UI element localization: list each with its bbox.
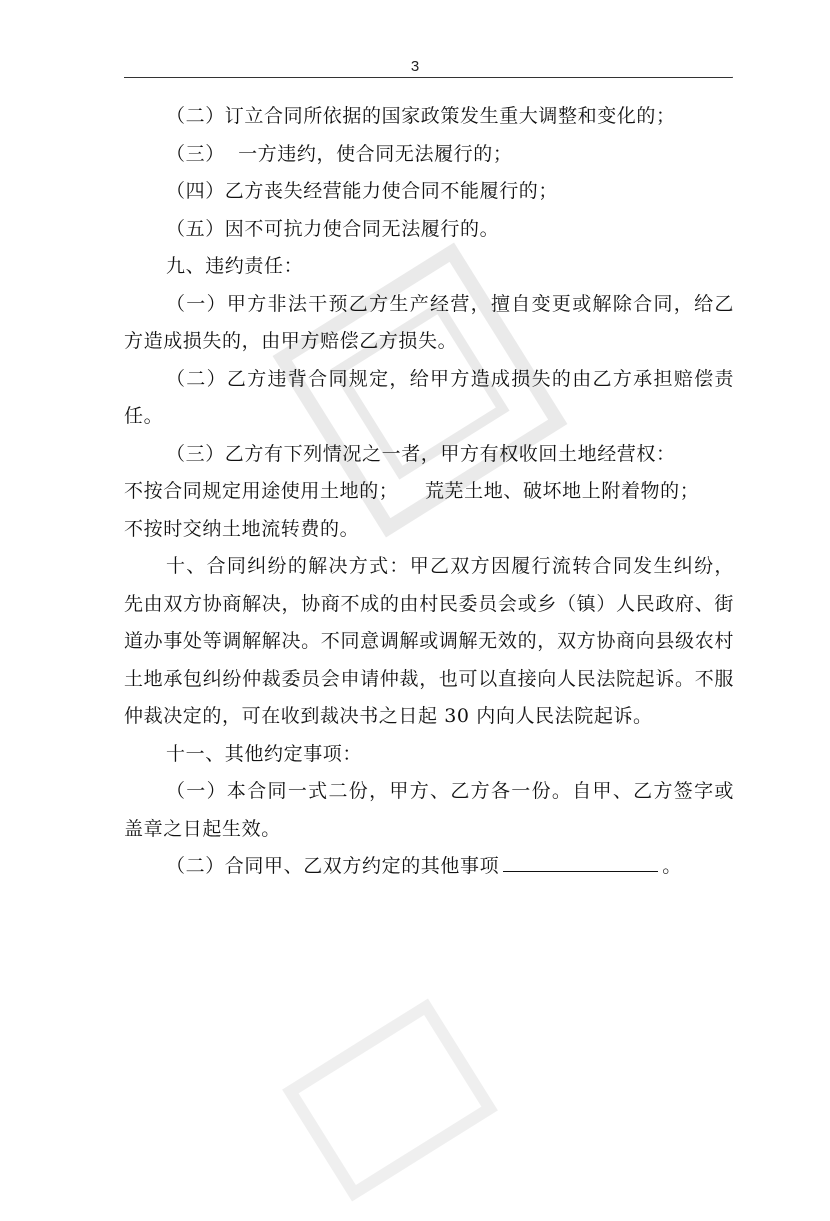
clause-9-3-item-a: 不按合同规定用途使用土地的； 荒芜土地、破坏地上附着物的； — [124, 480, 700, 502]
section-9-heading: 九、违约责任： — [166, 255, 304, 277]
watermark-logo-bottom — [263, 979, 517, 1221]
clause-11-2 — [124, 848, 734, 886]
clause-11-1: （一）本合同一式二份，甲方、乙方各一份。自甲、乙方签字或盖章之日起生效。 — [124, 780, 734, 840]
clause-8-5: （五）因不可抗力使合同无法履行的。 — [166, 217, 500, 240]
section-11-heading: 十一、其他约定事项： — [166, 742, 363, 765]
document-body — [124, 98, 734, 886]
clause-9-1: （一）甲方非法干预乙方生产经营，擅自变更或解除合同，给乙方造成损失的，由甲方赔偿乙方损失。 — [124, 292, 734, 352]
clause-9-3-item-b: 不按时交纳土地流转费的。 — [124, 517, 360, 540]
fill-in-blank[interactable] — [503, 851, 658, 872]
clause-11-2-end: 。 — [662, 855, 682, 877]
clause-9-2: （二）乙方违背合同规定，给甲方造成损失的由乙方承担赔偿责任。 — [124, 367, 734, 427]
clause-11-2-text: （二）合同甲、乙双方约定的其他事项 — [166, 855, 500, 877]
clause-8-3: （三） 一方违约，使合同无法履行的； — [166, 142, 513, 165]
header-rule-end-mark: . — [731, 70, 734, 81]
clause-8-4: （四）乙方丧失经营能力使合同不能履行的； — [166, 180, 559, 202]
clause-9-3: （三）乙方有下列情况之一者，甲方有权收回土地经营权： — [166, 442, 676, 465]
page-number: 3 — [410, 58, 420, 75]
clause-8-2: （二）订立合同所依据的国家政策发生重大调整和变化的； — [166, 105, 676, 127]
header-rule — [124, 77, 732, 78]
section-10-dispute-resolution: 十、合同纠纷的解决方式：甲乙双方因履行流转合同发生纠纷，先由双方协商解决，协商不成的由村民委员会或乡（镇）人民政府、街道办事处等调解解决。不同意调解或调解无效的，双方协商向县级农村土地承包纠纷仲裁委员会申请仲裁，也可以直接向人民法院起诉。不服仲裁决定的，可在收到裁决书之日起 30 内向人民法院起诉。 — [124, 555, 734, 727]
